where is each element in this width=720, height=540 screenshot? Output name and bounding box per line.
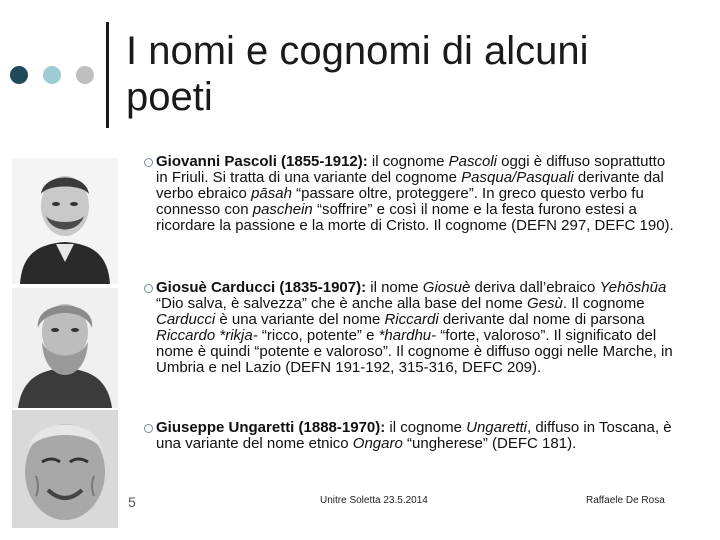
bullet-lead: Giuseppe Ungaretti (1888-1970): (156, 419, 386, 436)
bullet-marker (144, 424, 153, 433)
bullet-marker (144, 158, 153, 167)
footer-author: Raffaele De Rosa (586, 495, 665, 506)
bullet-lead: Giovanni Pascoli (1855-1912): (156, 153, 368, 170)
portrait-carducci (12, 288, 118, 408)
decor-dot-teal (43, 66, 61, 84)
bullet-marker (144, 284, 153, 293)
decor-dot-dark (10, 66, 28, 84)
portrait-pascoli (12, 158, 118, 284)
slide-title: I nomi e cognomi di alcuni poeti (126, 29, 589, 119)
bullet-pascoli: Giovanni Pascoli (1855-1912): il cognome Pascoli oggi è diffuso soprattutto in Friuli. Si tratta di una variante del cognome Pasqua/Pasquali derivante dal verbo ebraico pāsah “passare oltre, proteggere”. In greco questo verbo fu connesso con paschein “soffrire” e così il nome e la festa furono estesi a ricordare la passione e la morte di Cristo. Il cognome (DEFN 297, DEFC 190). (156, 153, 674, 234)
portrait-ungaretti (12, 410, 118, 528)
page-number: 5 (128, 494, 136, 510)
title-divider (106, 22, 109, 128)
bullet-lead: Giosuè Carducci (1835-1907): (156, 279, 367, 296)
decor-dot-gray (76, 66, 94, 84)
footer-center: Unitre Soletta 23.5.2014 (320, 495, 428, 506)
bullet-ungaretti: Giuseppe Ungaretti (1888-1970): il cognome Ungaretti, diffuso in Toscana, è una variante del nome etnico Ongaro “ungherese” (DEFC 181). (156, 419, 672, 452)
bullet-carducci: Giosuè Carducci (1835-1907): il nome Giosuè deriva dall’ebraico Yehōshūa “Dio salva, è salvezza” che è anche alla base del nome Gesù. Il cognome Carducci è una variante del nome Riccardi derivante dal nome di parsona Riccardo *rikja- “ricco, potente” e *hardhu- “forte, valoroso”. Il significato del nome è quindi “potente e valoroso”. Il cognome è diffuso oggi nelle Marche, in Umbria e nel Lazio (DEFN 191-192, 315-316, DEFC 209). (156, 279, 673, 376)
